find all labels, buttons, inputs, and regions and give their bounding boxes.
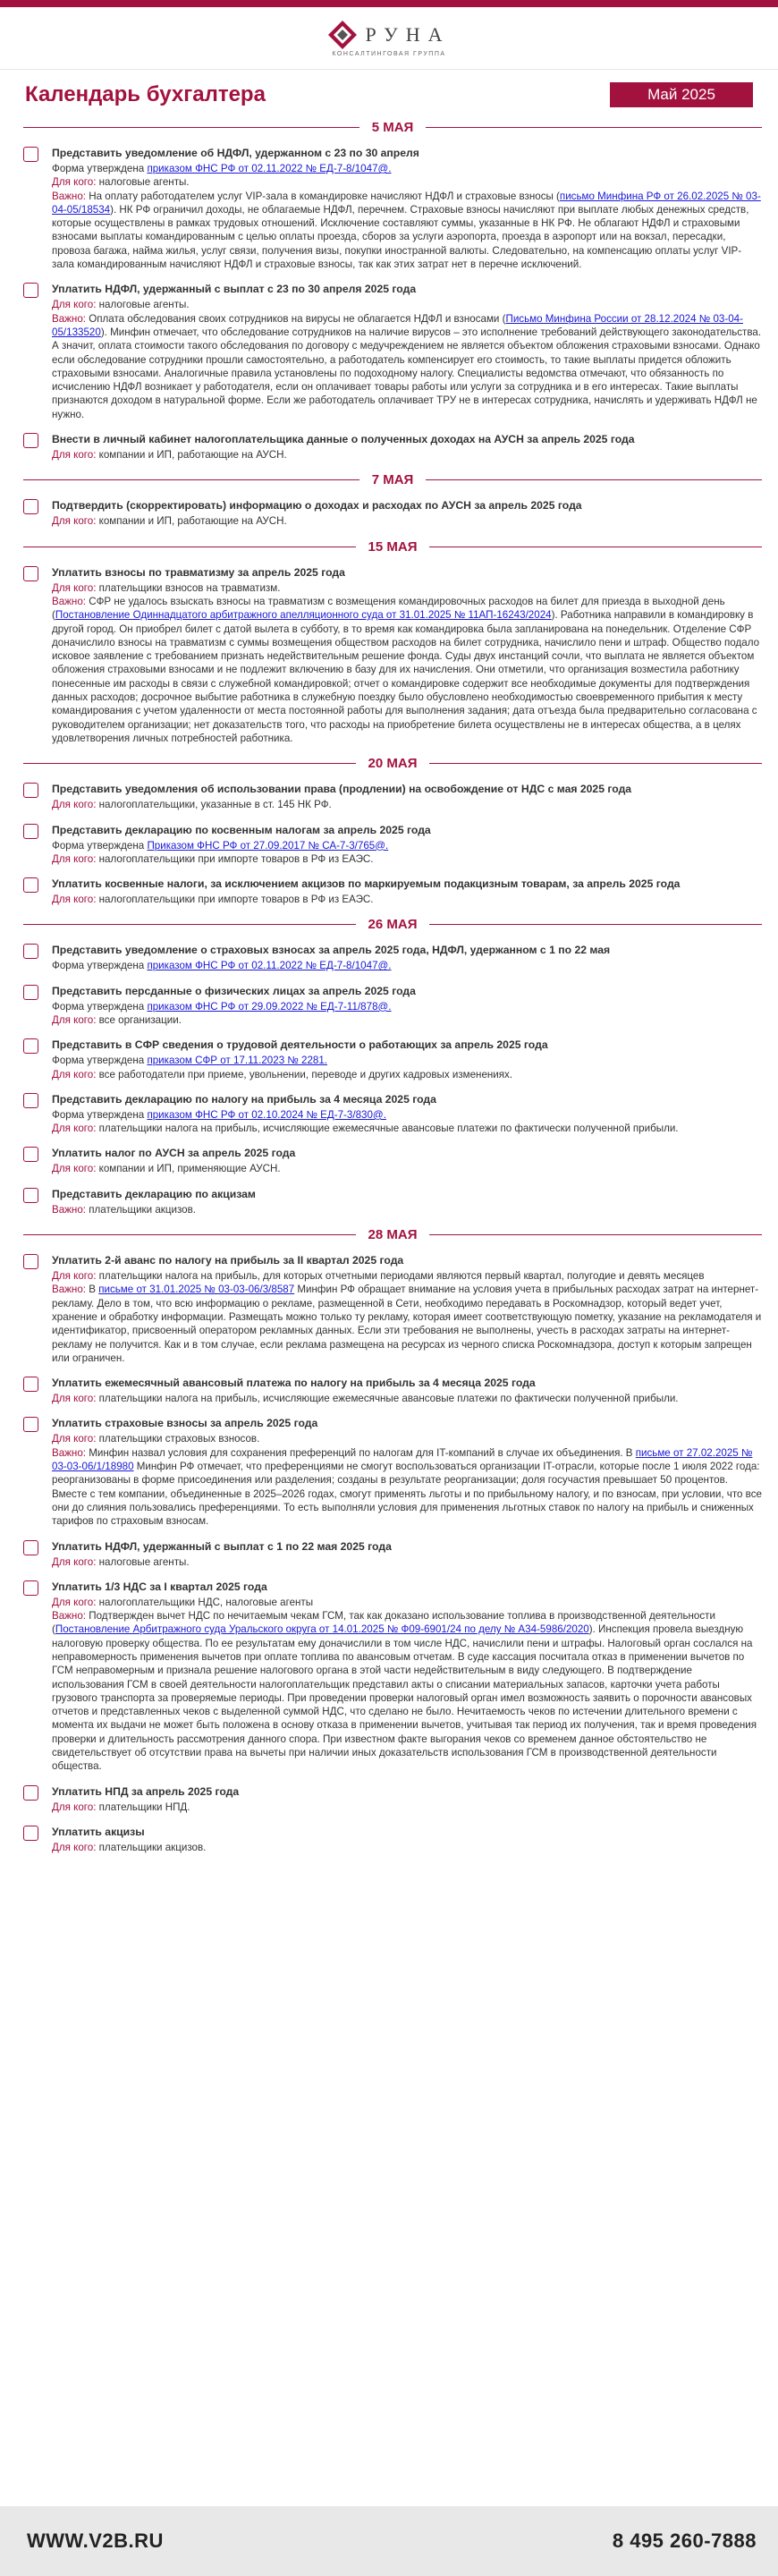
task-for-whom bbox=[52, 581, 762, 595]
date-heading bbox=[23, 917, 762, 932]
for-whom-label: Для кого: bbox=[52, 1596, 97, 1608]
calendar-content bbox=[0, 120, 778, 1854]
for-whom-label: Для кого: bbox=[52, 1270, 97, 1283]
date-divider-left bbox=[23, 127, 359, 128]
important-label: Важно: bbox=[52, 1610, 87, 1623]
task-checkbox[interactable] bbox=[23, 783, 38, 798]
task-important-note bbox=[52, 1283, 762, 1365]
task-form-line bbox=[52, 1054, 762, 1067]
document-link[interactable]: письме от 31.01.2025 № 03-03-06/3/8587 bbox=[98, 1284, 295, 1296]
month-badge: Май 2025 bbox=[610, 82, 753, 107]
task-for-whom bbox=[52, 1555, 762, 1569]
for-whom-value: компании и ИП, применяющие АУСН. bbox=[98, 1163, 281, 1175]
date-divider-right bbox=[429, 924, 762, 925]
form-label: Форма утверждена bbox=[52, 839, 145, 852]
task-title: Уплатить 2-й аванс по налогу на прибыль за II квартал 2025 года bbox=[52, 1254, 404, 1267]
task-body bbox=[52, 782, 762, 811]
for-whom-value: плательщики страховых взносов. bbox=[98, 1433, 260, 1445]
form-label: Форма утверждена bbox=[52, 960, 145, 972]
document-link[interactable]: Письмо Минфина России от 28.12.2024 № 03-04-05/133520 bbox=[52, 312, 743, 338]
form-link[interactable]: приказом ФНС РФ от 02.11.2022 № ЕД-7-8/1047@. bbox=[147, 960, 392, 972]
note-text: Минфин РФ обращает внимание на условия учета в прибыльных расходах затрат на интернет-рекламу. Дело в том, что всю информацию о рекламе, размещенной в Сети, необходимо передавать в Роскомнадзор, который ведет учет, хранение и обработку информации. Размещать можно только ту рекламу, которая имеет соответствующую пометку, указание на рекламодателя и идентификатор, присвоенный оператором рекламных данных. Если эти требования не выполнены, учесть в расходах затраты на интернет-рекламу не получится. Как и в том случае, если реклама размещена на ресурсах из черного списка Роскомнадзора, доступ к которым запрещен или ограничен. bbox=[52, 1284, 762, 1364]
task-checkbox[interactable] bbox=[23, 1785, 38, 1801]
task-item bbox=[23, 1146, 762, 1175]
important-label: Важно: bbox=[52, 190, 87, 202]
for-whom-label: Для кого: bbox=[52, 1163, 97, 1175]
form-label: Форма утверждена bbox=[52, 1108, 145, 1121]
for-whom-value: плательщики взносов на травматизм. bbox=[98, 581, 281, 594]
note-text: ). НК РФ ограничил доходы, не облагаемые НДФЛ, перечнем. Страховые взносы начисляют при выплате любых денежных средств, которые осуществлены в рамках трудовых отношений. Исключение составляют суммы, указанные в НК РФ. Не облагают НДФЛ и страховыми взносами выплаты командированным с целью оплаты проезда, сборов за услуги аэропорта, проезда в аэропорт или на вокзал, пересадки, провоза багажа, найма жилья, услуг связи, получения визы, покупки иностранной валюты. Следовательно, на компенсацию оплаты услуг VIP-зала командированным начисляют НДФЛ и страховые взносы, так как этих затрат нет в перечне исключений. bbox=[52, 203, 749, 271]
date-heading bbox=[23, 539, 762, 555]
task-body bbox=[52, 498, 762, 528]
for-whom-label: Для кого: bbox=[52, 852, 97, 865]
document-link[interactable]: Постановление Одиннадцатого арбитражного апелляционного суда от 31.01.2025 № 11АП-16243/2024 bbox=[55, 609, 552, 622]
task-title: Уплатить косвенные налоги, за исключением акцизов по маркируемым подакцизным товарам, за апрель 2025 года bbox=[52, 877, 681, 891]
form-link[interactable]: приказом ФНС РФ от 02.11.2022 № ЕД-7-8/1047@. bbox=[147, 163, 392, 174]
note-text: Оплата обследования своих сотрудников на вирусы не облагается НДФЛ и взносами ( bbox=[89, 312, 506, 325]
form-link[interactable]: приказом СФР от 17.11.2023 № 2281. bbox=[147, 1055, 328, 1067]
task-important-note bbox=[52, 595, 762, 745]
for-whom-label: Для кого: bbox=[52, 1555, 97, 1568]
task-title: Представить в СФР сведения о трудовой деятельности о работающих за апрель 2025 года bbox=[52, 1038, 548, 1052]
task-title: Уплатить 1/3 НДС за I квартал 2025 года bbox=[52, 1580, 267, 1593]
note-text: СФР не удалось взыскать взносы на травматизм с возмещения командировочных расходов на билет для приезда в выходной день ( bbox=[52, 595, 725, 622]
task-for-whom bbox=[52, 852, 762, 866]
date-heading bbox=[23, 1227, 762, 1242]
date-label: 5 МАЯ bbox=[371, 120, 414, 135]
date-divider-left bbox=[23, 924, 356, 925]
task-checkbox[interactable] bbox=[23, 1540, 38, 1555]
task-important-note bbox=[52, 312, 762, 421]
task-body bbox=[52, 1187, 762, 1216]
for-whom-label: Для кого: bbox=[52, 1123, 97, 1135]
for-whom-value: плательщики НПД. bbox=[98, 1801, 190, 1813]
task-for-whom bbox=[52, 1068, 762, 1081]
task-title: Уплатить страховые взносы за апрель 2025 года bbox=[52, 1417, 318, 1430]
date-heading bbox=[23, 472, 762, 487]
form-link[interactable]: приказом ФНС РФ от 02.10.2024 № ЕД-7-3/830@. bbox=[147, 1108, 386, 1121]
important-label: Важно: bbox=[52, 1446, 87, 1459]
task-item bbox=[23, 1253, 762, 1365]
task-checkbox[interactable] bbox=[23, 1254, 38, 1269]
task-for-whom bbox=[52, 514, 762, 528]
task-title: Представить персданные о физических лицах за апрель 2025 года bbox=[52, 984, 416, 997]
task-item bbox=[23, 282, 762, 421]
task-body bbox=[52, 1038, 762, 1081]
logo-name: РУНА bbox=[365, 22, 451, 46]
date-label: 26 МАЯ bbox=[368, 917, 418, 933]
logo-subtitle: КОНСАЛТИНГОВАЯ ГРУППА bbox=[332, 50, 446, 57]
task-body bbox=[52, 1580, 762, 1774]
task-body bbox=[52, 1784, 762, 1814]
for-whom-label: Для кого: bbox=[52, 1433, 97, 1445]
task-item bbox=[23, 877, 762, 906]
for-whom-value: налогоплательщики, указанные в ст. 145 НК РФ. bbox=[98, 799, 332, 811]
task-item bbox=[23, 1580, 762, 1774]
task-checkbox[interactable] bbox=[23, 433, 38, 448]
for-whom-value: все работодатели при приеме, увольнении, переводе и других кадровых изменениях. bbox=[98, 1068, 513, 1080]
for-whom-value: компании и ИП, работающие на АУСН. bbox=[98, 515, 287, 528]
task-checkbox[interactable] bbox=[23, 1093, 38, 1108]
task-item bbox=[23, 432, 762, 462]
task-title: Представить уведомление об НДФЛ, удержанном с 23 по 30 апреля bbox=[52, 147, 419, 159]
task-checkbox[interactable] bbox=[23, 824, 38, 839]
task-checkbox[interactable] bbox=[23, 1188, 38, 1203]
task-checkbox[interactable] bbox=[23, 147, 38, 162]
date-divider-left bbox=[23, 763, 356, 764]
date-label: 15 МАЯ bbox=[368, 538, 418, 555]
task-title: Уплатить НДФЛ, удержанный с выплат с 1 по 22 мая 2025 года bbox=[52, 1539, 392, 1553]
task-checkbox[interactable] bbox=[23, 499, 38, 514]
top-accent-bar bbox=[0, 0, 778, 7]
task-form-line bbox=[52, 839, 762, 852]
date-label: 28 МАЯ bbox=[368, 1227, 418, 1243]
task-checkbox[interactable] bbox=[23, 944, 38, 959]
page-title: Календарь бухгалтера bbox=[25, 82, 266, 106]
task-title: Представить декларацию по акцизам bbox=[52, 1187, 256, 1200]
task-item bbox=[23, 146, 762, 271]
task-title: Подтвердить (скорректировать) информацию о доходах и расходах по АУСН за апрель 2025 года bbox=[52, 499, 582, 513]
for-whom-label: Для кого: bbox=[52, 299, 97, 311]
for-whom-label: Для кого: bbox=[52, 1013, 97, 1026]
important-label: Важно: bbox=[52, 312, 87, 325]
task-title: Уплатить акцизы bbox=[52, 1825, 145, 1838]
task-item bbox=[23, 565, 762, 746]
for-whom-label: Для кого: bbox=[52, 1801, 97, 1813]
task-for-whom bbox=[52, 1269, 762, 1283]
form-link[interactable]: приказом ФНС РФ от 29.09.2022 № ЕД-7-11/878@. bbox=[147, 1000, 392, 1013]
note-text: ). Инспекция провела выездную налоговую проверку общества. По ее результатам ему доначислили в том числе НДС, начислили пени и штрафы. Налоговый орган сослался на неправомерность применения вычетов при оплате топлива по авансовым отчетам. В суде кассация посчитала отказ в применении вычетов по ГСМ неправомерным и признала решение налогового органа в этой части недействительным в виду следующего. В подтверждение использования ГСМ в своей деятельности налогоплательщик представил акты о списании материальных запасов, карточки учета работы грузового транспорта за проверяемые периоды. При проведении проверки налоговый орган имел возможность заявить о порочности авансовых отчетов и представленных чеков с выделенной суммой НДС, что сделано не было. Нечитаемость чеков по истечении длительного времени с момента их выдачи не может быть положена в основу отказа в применении вычетов, учитывая так период их получения, так и время проведения проверки и длительность рассмотрения данного спора. При известном факте выгорания чеков со временем данное обстоятельство не свидетельствует об отсутствии права на вычеты при наличии иных доказательств использования ГСМ в производственной деятельности общества. bbox=[52, 1623, 757, 1773]
task-important-note bbox=[52, 190, 762, 272]
document-link[interactable]: письмо Минфина РФ от 26.02.2025 № 03-04-05/18534 bbox=[52, 190, 761, 216]
note-text: На оплату работодателем услуг VIP-зала в командировке начисляют НДФЛ и страховые взносы ( bbox=[89, 190, 560, 202]
note-text: Подтвержден вычет НДС по нечитаемым чекам ГСМ, так как доказано использование топлива в производственной деятельности ( bbox=[52, 1610, 715, 1636]
for-whom-value: плательщики налога на прибыль, для которых отчетными периодами являются первый квартал, полугодие и девять месяцев bbox=[98, 1270, 705, 1283]
task-body bbox=[52, 282, 762, 421]
task-form-line bbox=[52, 1108, 762, 1122]
task-body bbox=[52, 1146, 762, 1175]
form-label: Форма утверждена bbox=[52, 1000, 145, 1013]
task-checkbox[interactable] bbox=[23, 1377, 38, 1392]
logo-area bbox=[0, 7, 778, 70]
task-form-line bbox=[52, 959, 762, 972]
for-whom-value: налогоплательщики НДС, налоговые агенты bbox=[98, 1596, 314, 1608]
task-checkbox[interactable] bbox=[23, 1038, 38, 1054]
task-for-whom bbox=[52, 1801, 762, 1814]
task-title: Уплатить налог по АУСН за апрель 2025 года bbox=[52, 1147, 296, 1160]
task-for-whom bbox=[52, 1122, 762, 1135]
date-divider-right bbox=[426, 479, 762, 480]
task-title: Уплатить НДФЛ, удержанный с выплат с 23 по 30 апреля 2025 года bbox=[52, 283, 417, 296]
for-whom-value: плательщики налога на прибыль, исчисляющие ежемесячные авансовые платежи по фактически полученной прибыли. bbox=[98, 1393, 679, 1405]
task-title: Представить декларацию по косвенным налогам за апрель 2025 года bbox=[52, 823, 431, 836]
task-for-whom bbox=[52, 298, 762, 311]
task-body bbox=[52, 1825, 762, 1854]
for-whom-label: Для кого: bbox=[52, 581, 97, 594]
for-whom-label: Для кого: bbox=[52, 1068, 97, 1080]
date-divider-right bbox=[429, 763, 762, 764]
task-body bbox=[52, 823, 762, 867]
task-for-whom bbox=[52, 798, 762, 811]
date-divider-left bbox=[23, 1234, 356, 1235]
task-item bbox=[23, 1376, 762, 1405]
task-item bbox=[23, 1784, 762, 1814]
note-text: В bbox=[89, 1284, 99, 1296]
task-item bbox=[23, 1092, 762, 1136]
date-label: 7 МАЯ bbox=[371, 472, 414, 488]
for-whom-label: Для кого: bbox=[52, 176, 97, 189]
task-title: Представить уведомление о страховых взносах за апрель 2025 года, НДФЛ, удержанном с 1 по 22 мая bbox=[52, 944, 611, 957]
page-header bbox=[0, 70, 778, 111]
task-checkbox[interactable] bbox=[23, 877, 38, 893]
task-item bbox=[23, 943, 762, 972]
task-item bbox=[23, 782, 762, 811]
task-title: Уплатить НПД за апрель 2025 года bbox=[52, 1784, 240, 1798]
form-link[interactable]: Приказом ФНС РФ от 27.09.2017 № СА-7-3/765@. bbox=[147, 839, 389, 852]
task-important-note bbox=[52, 1446, 762, 1529]
task-title: Внести в личный кабинет налогоплательщика данные о полученных доходах на АУСН за апрель 2025 года bbox=[52, 433, 635, 446]
footer bbox=[0, 2506, 778, 2576]
task-checkbox[interactable] bbox=[23, 1580, 38, 1596]
task-body bbox=[52, 1376, 762, 1405]
task-item bbox=[23, 498, 762, 528]
for-whom-label: Для кого: bbox=[52, 894, 97, 906]
document-link[interactable]: Постановление Арбитражного суда Уральского округа от 14.01.2025 № Ф09-6901/24 по делу № А34-5986/2020 bbox=[55, 1623, 589, 1636]
task-item bbox=[23, 1825, 762, 1854]
for-whom-label: Для кого: bbox=[52, 449, 97, 462]
for-whom-value: налогоплательщики при импорте товаров в РФ из ЕАЭС. bbox=[98, 894, 374, 906]
date-label: 20 МАЯ bbox=[368, 756, 418, 772]
for-whom-label: Для кого: bbox=[52, 799, 97, 811]
task-body bbox=[52, 146, 762, 271]
task-body bbox=[52, 565, 762, 746]
task-title: Представить уведомления об использовании права (продлении) на освобождение от НДС с мая 2025 года bbox=[52, 783, 632, 796]
for-whom-label: Для кого: bbox=[52, 515, 97, 528]
for-whom-value: налоговые агенты. bbox=[98, 1555, 190, 1568]
task-for-whom bbox=[52, 1432, 762, 1445]
task-checkbox[interactable] bbox=[23, 985, 38, 1000]
for-whom-label: Для кого: bbox=[52, 1841, 97, 1853]
task-checkbox[interactable] bbox=[23, 283, 38, 298]
date-heading bbox=[23, 120, 762, 135]
date-divider-left bbox=[23, 479, 359, 480]
task-for-whom bbox=[52, 175, 762, 189]
footer-phone[interactable]: 8 495 260-7888 bbox=[612, 2529, 757, 2552]
task-item bbox=[23, 1187, 762, 1216]
task-for-whom bbox=[52, 448, 762, 462]
important-label: Важно: bbox=[52, 1284, 87, 1296]
note-text: Минфин РФ отмечает, что преференциями не смогут воспользоваться организации IT-отрасли, которые после 1 июля 2022 года: реорганизованы в форме присоединения или разделения; созданы в результате реорганизации; доля госучастия превышает 50 процентов. Вместе с тем компании, объединенные в 2025–2026 годах, смогут применять льготы и по прибыльному налогу, и по взносам, при условии, что все они до слияния пользовались преференциями. То есть выполняли условия для применения льготных ставок по налогу на прибыль и сниженных тарифов по страховым взносам. bbox=[52, 1461, 762, 1528]
note-text: ). Работника направили в командировку в другой город. Он приобрел билет с датой вылета в субботу, в то время как командировка была запланирована на понедельник. Отделение СФР доначислило взносы на травматизм с суммы возмещения обществом расходов на билет сотрудника, начислило пени и штраф. Общество подало исковое заявление с требованием признать недействительным решение фонда. Суды двух инстанций сочли, что выплата не является объектом обложения страховыми взносами и не подлежит включению в базу для их начисления. Они отметили, что организация возместила работнику понесенные им расходы в связи с служебной командировкой; отчет о командировке содержит все необходимые документы для подтверждения данных расходов; досрочное выбытие работника в служебную поездку было обусловлено необходимостью своевременного прибытия к месту командирования с учетом удаленности от места постоянной работы для выполнения задания; дата отъезда была предварительно согласована с руководителем организации; нет доказательств того, что расходы на приобретение билета осуществлены не в интересах общества, а в целях удовлетворения личных потребностей работника. bbox=[52, 609, 760, 744]
task-for-whom bbox=[52, 1841, 762, 1854]
note-text: ). Минфин отмечает, что обследование сотрудников на наличие вирусов – это исполнение требований действующего законодательства. А значит, оплата стоимости такого обследования по договору с медучреждением не является объектом обложения страховыми взносами. Однако если обследование сотрудники прошли самостоятельно, а работодатель компенсирует его стоимость, то такие выплаты придется обложить страховыми взносами. Аналогичные правила установлены по подоходному налогу. Специалисты ведомства отмечают, что обязанность по исчислению НДФЛ возникает у работодателя, если он оплачивает товары работы или услуги за сотрудника и в его интересах. Такие выплаты признаются доходом в натуральной форме. Если же работодатель оплачивает ТРУ не в интересах сотрудника, начислять и удерживать НДФЛ не нужно. bbox=[52, 326, 762, 420]
company-logo bbox=[327, 20, 450, 57]
task-body bbox=[52, 1416, 762, 1528]
important-label: Важно: bbox=[52, 1203, 87, 1216]
task-important-note bbox=[52, 1203, 762, 1216]
task-for-whom bbox=[52, 1392, 762, 1405]
for-whom-value: все организации. bbox=[98, 1013, 182, 1026]
for-whom-value: плательщики акцизов. bbox=[98, 1841, 207, 1853]
form-label: Форма утверждена bbox=[52, 1055, 145, 1067]
task-checkbox[interactable] bbox=[23, 1826, 38, 1841]
for-whom-value: налоговые агенты. bbox=[98, 176, 190, 189]
task-for-whom bbox=[52, 1013, 762, 1027]
form-label: Форма утверждена bbox=[52, 163, 145, 174]
date-divider-right bbox=[426, 127, 762, 128]
footer-website[interactable]: WWW.V2B.RU bbox=[27, 2529, 164, 2552]
task-body bbox=[52, 984, 762, 1028]
task-item bbox=[23, 823, 762, 867]
task-item bbox=[23, 1416, 762, 1528]
document-link[interactable]: письме от 27.02.2025 № 03-03-06/1/18980 bbox=[52, 1446, 753, 1473]
important-label: Важно: bbox=[52, 595, 87, 607]
date-heading bbox=[23, 756, 762, 771]
task-body bbox=[52, 943, 762, 972]
task-checkbox[interactable] bbox=[23, 1417, 38, 1432]
task-checkbox[interactable] bbox=[23, 1147, 38, 1162]
task-title: Представить декларацию по налогу на прибыль за 4 месяца 2025 года bbox=[52, 1092, 436, 1106]
task-item bbox=[23, 984, 762, 1028]
task-for-whom bbox=[52, 893, 762, 906]
task-body bbox=[52, 877, 762, 906]
task-item bbox=[23, 1038, 762, 1081]
note-text: плательщики акцизов. bbox=[89, 1203, 196, 1216]
task-form-line bbox=[52, 1000, 762, 1013]
task-body bbox=[52, 1092, 762, 1136]
task-body bbox=[52, 1253, 762, 1365]
task-body bbox=[52, 1539, 762, 1569]
for-whom-value: компании и ИП, работающие на АУСН. bbox=[98, 449, 287, 462]
task-checkbox[interactable] bbox=[23, 566, 38, 581]
task-body bbox=[52, 432, 762, 462]
runa-logo-icon bbox=[327, 20, 358, 50]
for-whom-value: налогоплательщики при импорте товаров в РФ из ЕАЭС. bbox=[98, 852, 374, 865]
task-for-whom bbox=[52, 1162, 762, 1175]
task-title: Уплатить взносы по травматизму за апрель 2025 года bbox=[52, 565, 345, 579]
task-for-whom bbox=[52, 1596, 762, 1609]
task-important-note bbox=[52, 1609, 762, 1774]
for-whom-value: плательщики налога на прибыль, исчисляющие ежемесячные авансовые платежи по фактически полученной прибыли. bbox=[98, 1123, 679, 1135]
task-form-line bbox=[52, 162, 762, 175]
for-whom-value: налоговые агенты. bbox=[98, 299, 190, 311]
task-title: Уплатить ежемесячный авансовый платежа по налогу на прибыль за 4 месяца 2025 года bbox=[52, 1377, 536, 1390]
note-text: Минфин назвал условия для сохранения преференций по налогам для IT-компаний в случае их объединения. В bbox=[89, 1446, 636, 1459]
task-item bbox=[23, 1539, 762, 1569]
date-divider-right bbox=[429, 1234, 762, 1235]
for-whom-label: Для кого: bbox=[52, 1393, 97, 1405]
